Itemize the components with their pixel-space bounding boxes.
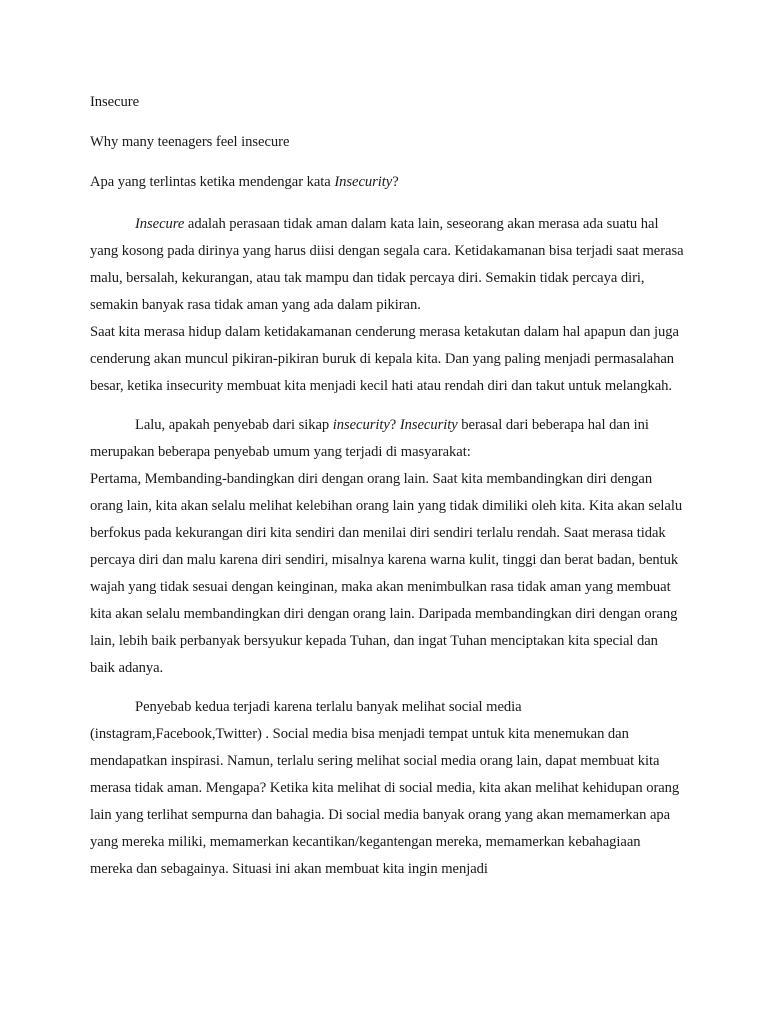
section-social-media xyxy=(90,694,686,883)
definition-italic-term: Insecure xyxy=(135,216,185,232)
causes-italic-term-2: Insecurity xyxy=(399,417,458,433)
question-text: Apa yang terlintas ketika mendengar kata xyxy=(90,174,335,190)
question-mark: ? xyxy=(392,174,399,190)
paragraph-second-cause-body: (instagram,Facebook,Twitter) . Social media bisa menjadi tempat untuk kita menemukan dan mendapatkan inspirasi. Namun, terlalu sering melihat social media orang lain, dapat membuat kita merasa tidak aman. Mengapa? Ketika kita melihat di social media, kita akan melihat kehidupan orang lain yang terlihat sempurna dan bahagia. Di social media banyak orang yang akan memamerkan apa yang mereka miliki, memamerkan kecantikan/kegantengan mereka, memamerkan kebahagiaan mereka dan sebagainya. Situasi ini akan membuat kita ingin menjadi xyxy=(90,726,680,877)
paragraph-definition xyxy=(90,211,686,319)
definition-text: adalah perasaan tidak aman dalam kata lain, seseorang akan merasa ada suatu hal yang kosong pada dirinya yang harus diisi dengan segala cara. Ketidakamanan bisa terjadi saat merasa malu, bersalah, kekurangan, atau tak mampu dan tidak percaya diri. Semakin tidak percaya diri, semakin banyak rasa tidak aman yang ada dalam pikiran. xyxy=(90,216,684,313)
paragraph-second-cause-lead: Penyebab kedua terjadi karena terlalu banyak melihat social media xyxy=(135,699,522,715)
document-title: Insecure xyxy=(90,94,140,110)
causes-text-after: berasal dari beberapa hal dan ini merupakan beberapa penyebab umum yang terjadi di masyarakat: xyxy=(90,417,649,460)
causes-text-before: Lalu, apakah penyebab dari sikap xyxy=(135,417,333,433)
document-body xyxy=(90,93,686,895)
paragraph-causes-intro xyxy=(90,412,686,466)
section-definition xyxy=(90,211,686,400)
opening-question xyxy=(90,173,686,191)
paragraph-fear: Saat kita merasa hidup dalam ketidakamanan cenderung merasa ketakutan dalam hal apapun dan juga cenderung akan muncul pikiran-pikiran buruk di kepala kita. Dan yang paling menjadi permasalahan besar, ketika insecurity membuat kita menjadi kecil hati atau rendah diri dan takut untuk melangkah. xyxy=(90,324,679,394)
causes-italic-term-1: insecurity xyxy=(332,417,390,433)
section-causes xyxy=(90,412,686,682)
document-subtitle: Why many teenagers feel insecure xyxy=(90,134,290,150)
question-italic-term: Insecurity xyxy=(334,174,393,190)
causes-text-mid: ? xyxy=(389,417,400,433)
paragraph-first-cause: Pertama, Membanding-bandingkan diri dengan orang lain. Saat kita membandingkan diri dengan orang lain, kita akan selalu melihat kelebihan orang lain yang tidak dimiliki oleh kita. Kita akan selalu berfokus pada kekurangan diri kita sendiri dan menilai diri sendiri terlalu rendah. Saat merasa tidak percaya diri dan malu karena diri sendiri, misalnya karena warna kulit, tinggi dan berat badan, bentuk wajah yang tidak sesuai dengan keinginan, maka akan menimbulkan rasa tidak aman yang membuat kita akan selalu membandingkan diri dengan orang lain. Daripada membandingkan diri dengan orang lain, lebih baik perbanyak bersyukur kepada Tuhan, dan ingat Tuhan menciptakan kita special dan baik adanya. xyxy=(90,471,683,676)
